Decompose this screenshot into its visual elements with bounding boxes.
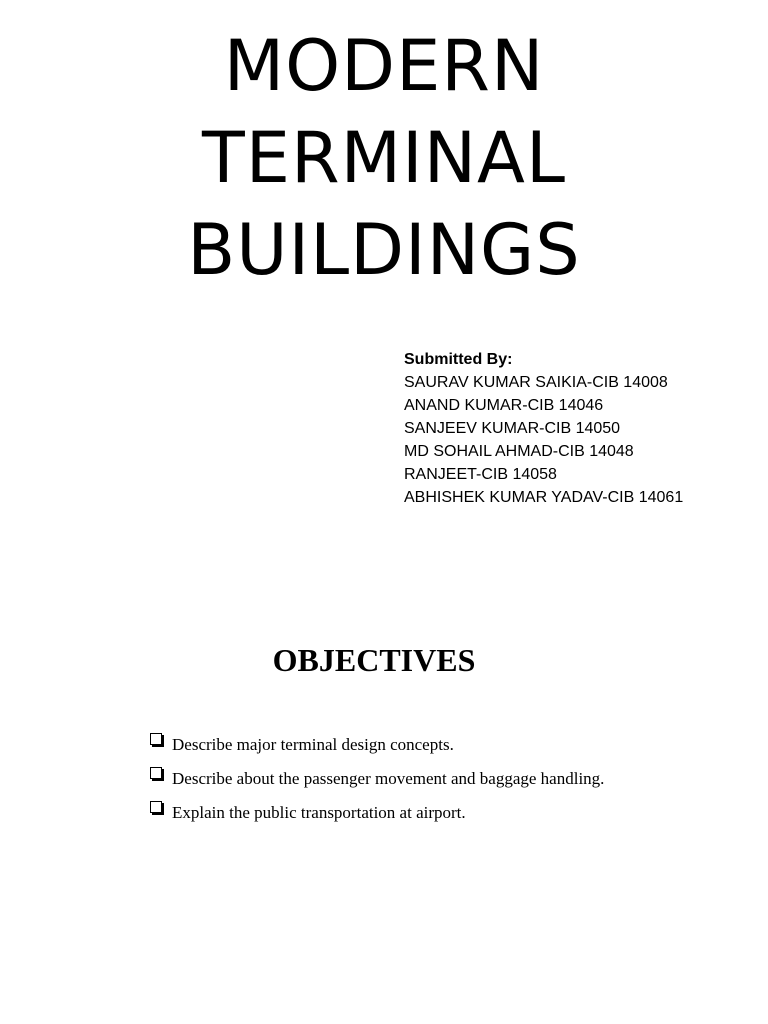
objective-text: Describe major terminal design concepts. — [172, 735, 454, 754]
document-title — [0, 20, 768, 296]
member-entry: ANAND KUMAR-CIB 14046 — [404, 397, 604, 414]
objective-item — [150, 728, 610, 762]
checkbox-icon — [150, 767, 162, 779]
title-line: TERMINAL — [202, 117, 566, 199]
objective-text: Explain the public transportation at airport. — [172, 803, 466, 822]
title-line: MODERN — [223, 25, 545, 107]
member-entry: SANJEEV KUMAR-CIB 14050 — [404, 420, 621, 437]
member-entry: MD SOHAIL AHMAD-CIB 14048 — [404, 443, 634, 460]
objectives-heading: OBJECTIVES — [272, 642, 476, 678]
checkbox-icon — [150, 801, 162, 813]
member-entry: SAURAV KUMAR SAIKIA-CIB 14008 — [404, 374, 668, 391]
submitted-by-heading: Submitted By: — [404, 351, 513, 368]
objective-item — [150, 796, 610, 830]
objective-item — [150, 762, 610, 796]
member-entry: ABHISHEK KUMAR YADAV-CIB 14061 — [404, 489, 684, 506]
objectives-list — [150, 728, 610, 830]
submitted-by-block — [404, 348, 683, 509]
objective-text: Describe about the passenger movement and baggage handling. — [172, 769, 605, 788]
member-entry: RANJEET-CIB 14058 — [404, 466, 557, 483]
checkbox-icon — [150, 733, 162, 745]
title-line: BUILDINGS — [187, 209, 581, 291]
